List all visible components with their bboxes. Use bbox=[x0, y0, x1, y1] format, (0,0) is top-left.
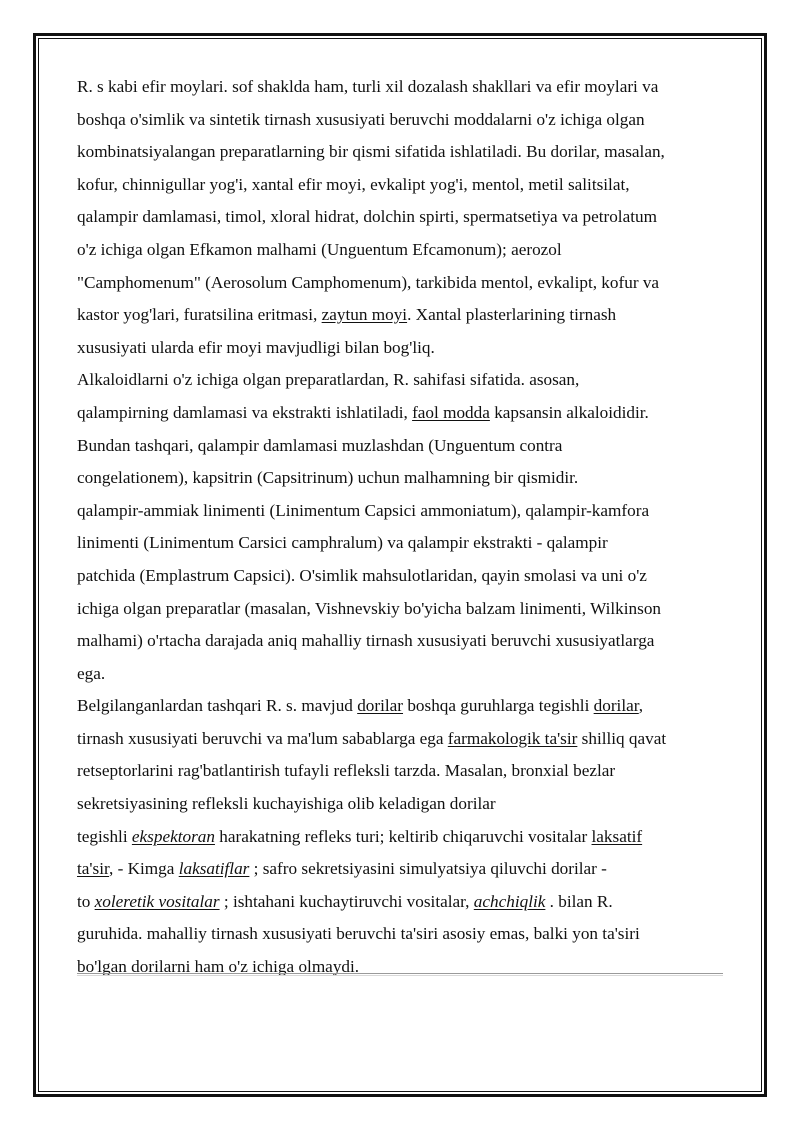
text-line bbox=[77, 299, 727, 332]
text: Alkaloidlarni o'z ichiga olgan preparatlardan, R. sahifasi sifatida. asosan, bbox=[77, 370, 580, 390]
text-line bbox=[77, 821, 727, 854]
text: Belgilanganlardan tashqari R. s. mavjud bbox=[77, 696, 358, 716]
text-line bbox=[77, 430, 727, 463]
text: R. s kabi efir moylari. sof shaklda ham, turli xil dozalash shakllari va efir moylari va bbox=[77, 77, 659, 96]
text: kofur, chinnigullar yog'i, xantal efir moyi, evkalipt yog'i, mentol, metil salitsilat, bbox=[77, 174, 630, 194]
text-line bbox=[77, 169, 727, 202]
text-line bbox=[77, 267, 727, 300]
text: sekretsiyasining refleksli kuchayishiga olib keladigan dorilar bbox=[77, 794, 496, 814]
text-line bbox=[77, 136, 727, 169]
text: kastor yog'lari, furatsilina eritmasi, bbox=[77, 305, 322, 325]
text: tirnash xususiyati beruvchi va ma'lum sabablarga ega bbox=[77, 728, 448, 748]
text: patchida (Emplastrum Capsici). O'simlik mahsulotlaridan, qayin smolasi va uni o'z bbox=[77, 565, 647, 585]
text-line bbox=[77, 886, 727, 919]
text: linimenti (Linimentum Carsici camphralum) va qalampir ekstrakti - qalampir bbox=[77, 533, 608, 553]
text-line bbox=[77, 690, 727, 723]
horizontal-rule bbox=[77, 973, 723, 976]
text: xususiyati ularda efir moyi mavjudligi bilan bog'liq. bbox=[77, 337, 435, 357]
link-farmakologik-tasir[interactable]: farmakologik ta'sir bbox=[447, 728, 578, 748]
text-line bbox=[77, 658, 727, 691]
text-line bbox=[77, 104, 727, 137]
link-achchiqlik[interactable]: achchiqlik bbox=[473, 891, 546, 911]
text: tegishli bbox=[77, 826, 132, 846]
text: qalampir-ammiak linimenti (Linimentum Capsici ammoniatum), qalampir-kamfora bbox=[77, 500, 650, 520]
text: to bbox=[77, 891, 95, 911]
link-laksatiflar[interactable]: laksatiflar bbox=[178, 859, 250, 879]
text: . Xantal plasterlarining tirnash bbox=[407, 305, 617, 325]
text-line bbox=[77, 495, 727, 528]
text-line bbox=[77, 593, 727, 626]
text: retseptorlarini rag'batlantirish tufayli refleksli tarzda. Masalan, bronxial bezlar bbox=[77, 761, 616, 781]
text: malhami) o'rtacha darajada aniq mahalliy tirnash xususiyati beruvchi xususiyatlarga bbox=[77, 631, 655, 651]
text-line bbox=[77, 951, 727, 984]
text-line bbox=[77, 625, 727, 658]
text-line bbox=[77, 527, 727, 560]
link-xoleretik-vositalar[interactable]: xoleretik vositalar bbox=[94, 891, 220, 911]
text-line bbox=[77, 788, 727, 821]
text: congelationem), kapsitrin (Capsitrinum) uchun malhamning bir qismidir. bbox=[77, 468, 579, 488]
text-line bbox=[77, 332, 727, 365]
text: guruhida. mahalliy tirnash xususiyati beruvchi ta'siri asosiy emas, balki yon ta'siri bbox=[77, 924, 640, 944]
document-body bbox=[77, 71, 727, 984]
text-line bbox=[77, 71, 727, 104]
text-line bbox=[77, 918, 727, 951]
link-ekspektoran[interactable]: ekspektoran bbox=[131, 826, 215, 846]
link-laksatif-tasir[interactable]: laksatif bbox=[591, 826, 643, 846]
text: boshqa o'simlik va sintetik tirnash xususiyati beruvchi moddalarni o'z ichiga olgan bbox=[77, 109, 645, 129]
text: o'z ichiga olgan Efkamon malhami (Unguentum Efcamonum); aerozol bbox=[77, 239, 562, 259]
link-zaytun-moyi[interactable]: zaytun moyi bbox=[321, 305, 408, 325]
text-line bbox=[77, 364, 727, 397]
text-line bbox=[77, 234, 727, 267]
text-line bbox=[77, 462, 727, 495]
text: qalampirning damlamasi va ekstrakti ishlatiladi, bbox=[77, 402, 413, 422]
text: ; ishtahani kuchaytiruvchi vositalar, bbox=[219, 891, 474, 911]
text-line bbox=[77, 853, 727, 886]
text-line bbox=[77, 723, 727, 756]
text: bo'lgan dorilarni ham o'z ichiga olmaydi. bbox=[77, 957, 360, 977]
text: ; safro sekretsiyasini simulyatsiya qiluvchi dorilar - bbox=[249, 859, 607, 879]
text-line bbox=[77, 397, 727, 430]
text-line bbox=[77, 560, 727, 593]
link-dorilar[interactable]: dorilar bbox=[593, 696, 639, 716]
text: Bundan tashqari, qalampir damlamasi muzlashdan (Unguentum contra bbox=[77, 435, 563, 455]
text: shilliq qavat bbox=[577, 728, 667, 748]
link-laksatif-tasir[interactable]: ta'sir bbox=[77, 859, 109, 879]
text: kombinatsiyalangan preparatlarning bir qismi sifatida ishlatiladi. Bu dorilar, masalan, bbox=[77, 142, 665, 162]
text: kapsansin alkaloididir. bbox=[489, 402, 649, 422]
text: , bbox=[638, 696, 644, 716]
text: , - Kimga bbox=[109, 859, 179, 879]
text-line bbox=[77, 755, 727, 788]
text: harakatning refleks turi; keltirib chiqaruvchi vositalar bbox=[214, 826, 592, 846]
text: ega. bbox=[77, 663, 106, 683]
text: ichiga olgan preparatlar (masalan, Vishnevskiy bo'yicha balzam linimenti, Wilkinson bbox=[77, 598, 662, 618]
text: "Camphomenum" (Aerosolum Camphomenum), tarkibida mentol, evkalipt, kofur va bbox=[77, 272, 660, 292]
link-dorilar[interactable]: dorilar bbox=[357, 696, 404, 716]
text: boshqa guruhlarga tegishli bbox=[403, 696, 594, 716]
text: qalampir damlamasi, timol, xloral hidrat, dolchin spirti, spermatsetiya va petrolatum bbox=[77, 207, 657, 227]
text: . bilan R. bbox=[545, 891, 613, 911]
link-faol-modda[interactable]: faol modda bbox=[412, 402, 490, 422]
text-line bbox=[77, 201, 727, 234]
